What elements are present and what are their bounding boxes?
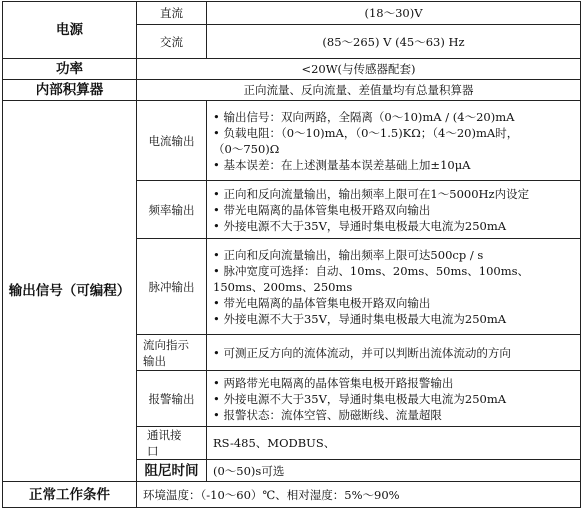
alarm-line-2: • 外接电源不大于35V，导通时集电极最大电流为250mA <box>213 391 507 406</box>
direction-line-1: • 可测正反方向的流体流动，并可以判断出流体流动的方向 <box>213 345 511 360</box>
comm-interface-value: RS-485、MODBUS、 <box>207 427 581 460</box>
direction-label-line-1: 流向指示 <box>143 337 189 352</box>
frequency-output-details <box>207 181 581 239</box>
dc-label: 直流 <box>137 2 207 25</box>
ac-value: (85～265) V (45～63) Hz <box>207 25 581 59</box>
totalizer-label: 内部积算器 <box>3 80 137 101</box>
alarm-output-label: 报警输出 <box>137 371 207 427</box>
direction-label-line-2: 输出 <box>143 353 166 368</box>
operating-label: 正常工作条件 <box>3 482 137 508</box>
output-label: 输出信号（可编程） <box>3 101 137 482</box>
alarm-line-1: • 两路带光电隔离的晶体管集电极开路报警输出 <box>213 375 454 390</box>
dc-value: (18～30)V <box>207 2 581 25</box>
current-line-4: • 基本误差：在上述测量基本误差基础上加±10μA <box>213 157 471 172</box>
row-operating-conditions <box>3 482 581 508</box>
ac-label: 交流 <box>137 25 207 59</box>
pulse-line-3: 150ms、200ms、250ms <box>213 279 353 294</box>
current-line-2: • 负载电阻：（0～10)mA，（0～1.5)KΩ；（4～20)mA时， <box>213 125 519 140</box>
damping-value: (0～50)s可选 <box>207 460 581 482</box>
power-value: <20W(与传感器配套) <box>137 59 581 80</box>
current-output-details <box>207 101 581 181</box>
damping-label: 阻尼时间 <box>137 460 207 482</box>
operating-value: 环境温度：（-10～60）℃、相对湿度：5%～90% <box>137 482 581 508</box>
current-output-label: 电流输出 <box>137 101 207 181</box>
row-totalizer <box>3 80 581 101</box>
totalizer-value: 正向流量、反向流量、差值量均有总量积算器 <box>137 80 581 101</box>
comm-interface-label <box>137 427 207 460</box>
pulse-line-1: • 正向和反向流量输出，输出频率上限可达500cp / s <box>213 247 484 262</box>
power-label: 功率 <box>3 59 137 80</box>
pulse-output-label: 脉冲输出 <box>137 239 207 335</box>
current-line-3: （0～750)Ω <box>213 141 280 156</box>
comm-label-line-1: 通讯接 <box>147 428 182 442</box>
alarm-line-3: • 报警状态：流体空管、励磁断线、流量超限 <box>213 407 442 422</box>
frequency-line-2: • 带光电隔离的晶体管集电极开路双向输出 <box>213 202 431 217</box>
direction-output-label <box>137 335 207 371</box>
row-power <box>3 59 581 80</box>
current-line-1: • 输出信号：双向两路，全隔离（0～10)mA / (4～20)mA <box>213 109 515 124</box>
pulse-line-2: • 脉冲宽度可选择：自动、10ms、20ms、50ms、100ms、 <box>213 263 530 278</box>
frequency-output-label: 频率输出 <box>137 181 207 239</box>
frequency-line-1: • 正向和反向流量输出，输出频率上限可在1～5000Hz内设定 <box>213 186 530 201</box>
pulse-line-5: • 外接电源不大于35V，导通时集电极最大电流为250mA <box>213 311 507 326</box>
alarm-output-details <box>207 371 581 427</box>
pulse-output-details <box>207 239 581 335</box>
frequency-line-3: • 外接电源不大于35V，导通时集电极最大电流为250mA <box>213 218 507 233</box>
direction-output-details <box>207 335 581 371</box>
source-label: 电源 <box>3 2 137 59</box>
comm-label-line-2: 口 <box>147 444 159 458</box>
row-current-output <box>3 101 581 181</box>
spec-table <box>2 1 581 508</box>
pulse-line-4: • 带光电隔离的晶体管集电极开路双向输出 <box>213 295 431 310</box>
row-source-dc <box>3 2 581 25</box>
